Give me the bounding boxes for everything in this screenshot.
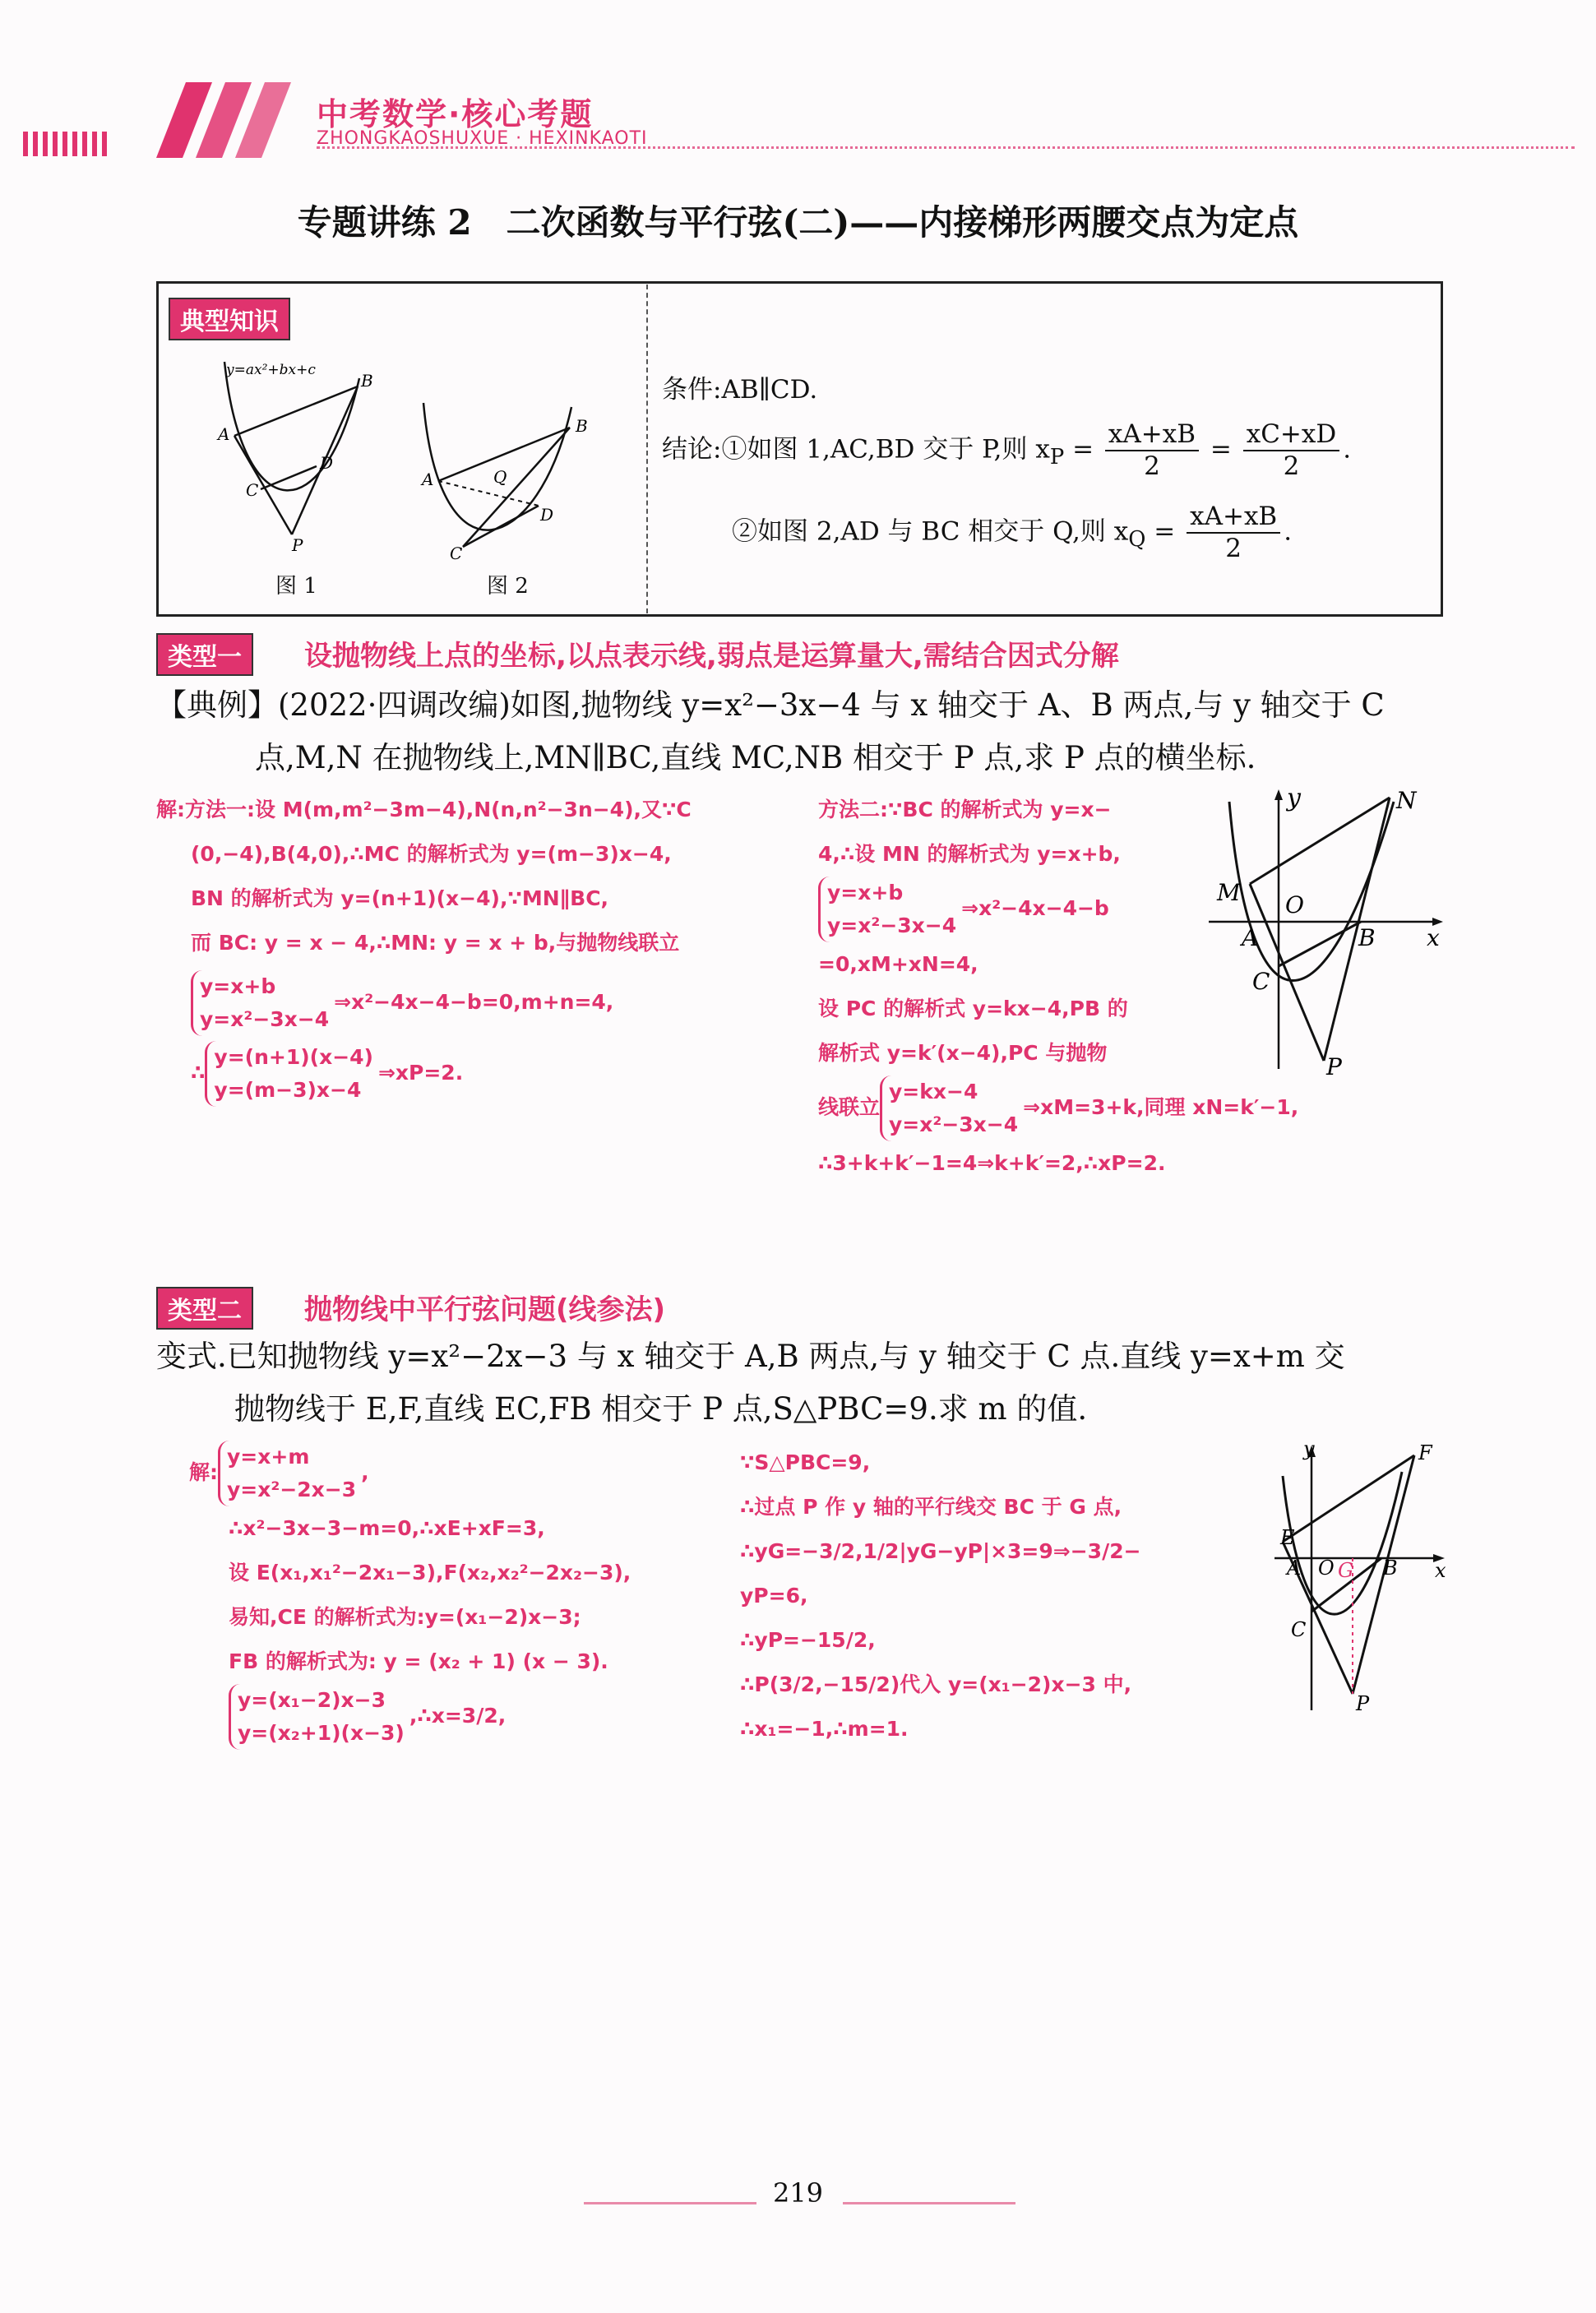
svg-text:C: C bbox=[1252, 968, 1270, 995]
type2-heading: 抛物线中平行弦问题(线参法) bbox=[304, 1293, 666, 1326]
type2-solution-right: ∵S△PBC=9, ∴过点 P 作 y 轴的平行线交 BC 于 G 点, ∴yG=−3/2,1/2|yG−yP|×3=9⇒−3/2− yP=6, ∴yP=−15/2, ∴P(3/2,−15/2)代入 y=(x₁−2)x−3 中, ∴x₁=−1,∴m=1. bbox=[740, 1450, 1141, 1741]
svg-text:B: B bbox=[576, 416, 588, 436]
svg-text:M: M bbox=[1217, 879, 1241, 906]
footer-line-right bbox=[843, 2202, 1015, 2204]
type2-problem-line1: 变式.已知抛物线 y=x²−2x−3 与 x 轴交于 A,B 两点,与 y 轴交于 C 点.直线 y=x+m 交 bbox=[156, 1339, 1345, 1374]
svg-text:B: B bbox=[1358, 924, 1376, 951]
fig2-caption: 图 2 bbox=[487, 574, 529, 599]
svg-text:D: D bbox=[540, 505, 554, 525]
svg-text:D: D bbox=[320, 453, 334, 473]
svg-text:O: O bbox=[1318, 1557, 1335, 1580]
svg-text:y: y bbox=[1287, 785, 1301, 812]
svg-text:P: P bbox=[292, 535, 303, 555]
page-number: 219 bbox=[772, 2177, 824, 2209]
knowledge-divider bbox=[646, 284, 648, 613]
footer-line-left bbox=[584, 2202, 756, 2204]
svg-text:A: A bbox=[1242, 924, 1259, 951]
svg-text:O: O bbox=[1285, 891, 1304, 918]
type1-heading: 设抛物线上点的坐标,以点表示线,弱点是运算量大,需结合因式分解 bbox=[304, 640, 1119, 673]
type2-solution-left: 解: y=x+m y=x²−2x−3 , ∴x²−3x−3−m=0,∴xE+xF=3, 设 E(x₁,x₁²−2x₁−3),F(x₂,x₂²−2x₂−3), 易知,CE 的解析式为:y=(x₁−2)x−3; FB 的解析式为: y = (x₂ + 1) (x − 3). y=(x₁−2)x−3 y=(x₂+1)(x−3) ,∴x=3/2, bbox=[189, 1441, 732, 1750]
condition-text: 条件:AB∥CD. bbox=[662, 375, 818, 405]
type1-tag: 类型一 bbox=[156, 633, 253, 676]
type1-method2: 方法二:∵BC 的解析式为 y=x− 4,∴设 MN 的解析式为 y=x+b, y=x+b y=x²−3x−4 ⇒x²−4x−4−b =0,xM+xN=4, 设 PC 的解析式 y=kx−4,PB 的 解析式 y=k′(x−4),PC 与抛物 线联立 y=kx−4 y=x²−3x−4 ⇒xM=3+k,同理 xN=k′−1, ∴3+k+k′−1=4⇒k+k′=2,∴xP=2. bbox=[818, 798, 1299, 1175]
svg-text:F: F bbox=[1418, 1441, 1432, 1464]
conclusion-2: ②如图 2,AD 与 BC 相交于 Q,则 $x_Q$ = $\frac{xA+xB}{2}$ . bbox=[732, 502, 1293, 564]
svg-text:P: P bbox=[1326, 1053, 1342, 1080]
knowledge-tag: 典型知识 bbox=[169, 298, 290, 340]
page-title: 专题讲练 2 二次函数与平行弦(二)——内接梯形两腰交点为定点 bbox=[297, 202, 1299, 243]
figure-2 bbox=[415, 391, 608, 563]
header-chevrons-icon bbox=[156, 82, 312, 158]
header-subtitle: ZHONGKAOSHUXUE · HEXINKAOTI bbox=[317, 128, 648, 149]
type2-tag: 类型二 bbox=[156, 1287, 253, 1330]
svg-text:A: A bbox=[1287, 1557, 1302, 1580]
fig1-eq: y=ax²+bx+c bbox=[226, 362, 316, 378]
svg-text:C: C bbox=[450, 544, 463, 563]
type1-figure bbox=[1200, 785, 1447, 1081]
svg-text:C: C bbox=[1291, 1618, 1307, 1641]
header-divider bbox=[317, 146, 1575, 149]
type2-figure bbox=[1270, 1439, 1451, 1719]
svg-text:A: A bbox=[218, 424, 230, 444]
svg-text:B: B bbox=[1383, 1557, 1398, 1580]
svg-text:B: B bbox=[361, 371, 373, 391]
type1-method1: 解:方法一:设 M(m,m²−3m−4),N(n,n²−3n−4),又∵C (0,−4),B(4,0),∴MC 的解析式为 y=(m−3)x−4, BN 的解析式为 y=(n+1)(x−4),∵MN∥BC, 而 BC: y = x − 4,∴MN: y = x + b,与抛物线联立 y=x+b y=x²−3x−4 ⇒x²−4x−4−b=0,m+n=4, ∴ y=(n+1)(x−4) y=(m−3)x−4 ⇒xP=2. bbox=[156, 788, 798, 1107]
svg-text:E: E bbox=[1280, 1526, 1295, 1549]
conclusion-1: 结论:①如图 1,AC,BD 交于 P,则 $x_P$ = $\frac{xA+xB}{2}$ = $\frac{xC+xD}{2}$ . bbox=[662, 419, 1352, 482]
svg-text:A: A bbox=[422, 470, 434, 489]
type1-problem-line2: 点,M,N 在抛物线上,MN∥BC,直线 MC,NB 相交于 P 点,求 P 点的横坐标. bbox=[255, 740, 1256, 775]
svg-text:Q: Q bbox=[493, 467, 507, 487]
svg-text:x: x bbox=[1435, 1559, 1446, 1582]
svg-text:x: x bbox=[1427, 924, 1440, 951]
svg-text:C: C bbox=[246, 480, 259, 500]
svg-text:G: G bbox=[1338, 1559, 1354, 1582]
svg-text:y: y bbox=[1303, 1439, 1315, 1460]
header-title: 中考数学·核心考题 bbox=[317, 96, 594, 132]
svg-text:N: N bbox=[1396, 787, 1417, 814]
type1-problem-line1: 【典例】(2022·四调改编)如图,抛物线 y=x²−3x−4 与 x 轴交于 A、B 两点,与 y 轴交于 C bbox=[156, 687, 1385, 723]
svg-text:P: P bbox=[1356, 1692, 1370, 1715]
fig1-caption: 图 1 bbox=[275, 574, 317, 599]
figure-1 bbox=[210, 349, 382, 555]
type2-problem-line2: 抛物线于 E,F,直线 EC,FB 相交于 P 点,S△PBC=9.求 m 的值. bbox=[234, 1391, 1088, 1427]
